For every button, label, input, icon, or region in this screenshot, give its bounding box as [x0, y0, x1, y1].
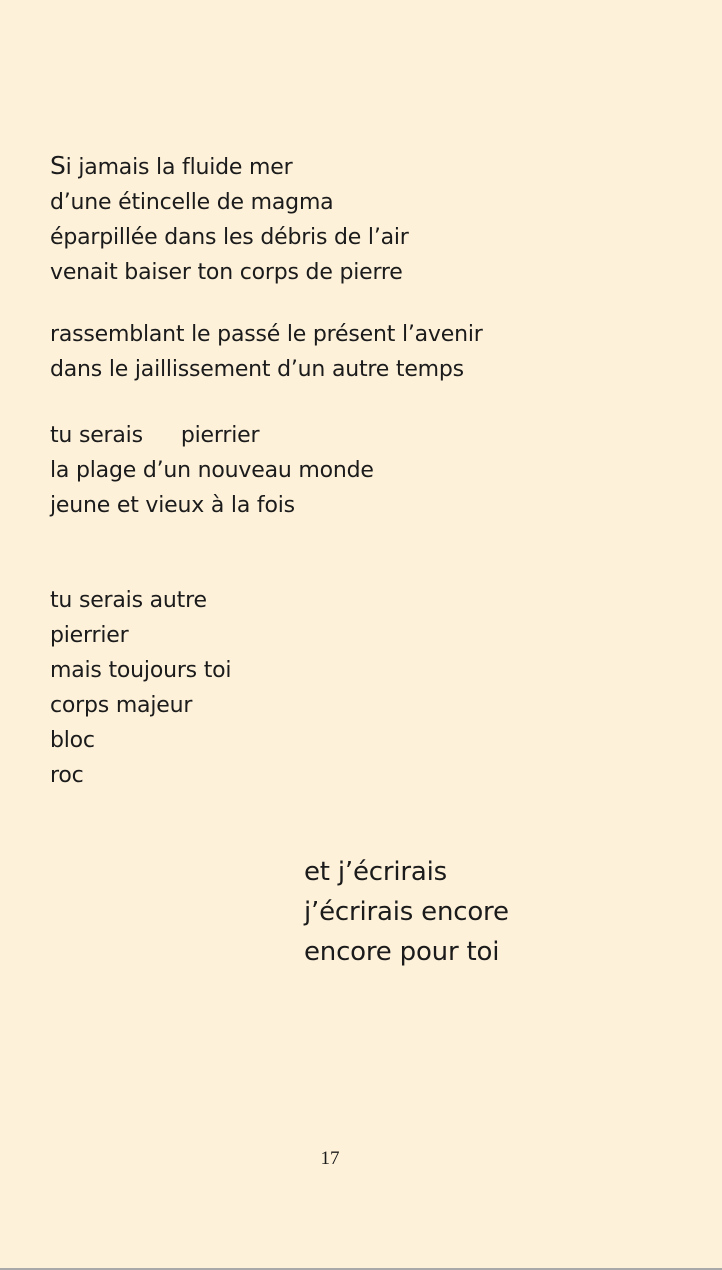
- poem-line: rassemblant le passé le présent l’avenir: [50, 322, 483, 347]
- stanza-3: [50, 418, 374, 523]
- poem-line-text: tu serais: [50, 423, 143, 448]
- stanza-4: [50, 583, 231, 793]
- poem-line: éparpillée dans les débris de l’air: [50, 225, 409, 250]
- stanza-5: [304, 852, 509, 972]
- poem-line: j’écrirais encore: [304, 897, 509, 927]
- poem-line: mais toujours toi: [50, 658, 232, 683]
- poem-line: corps majeur: [50, 693, 193, 718]
- stanza-2: [50, 317, 483, 387]
- page-number: 17: [320, 1148, 340, 1169]
- poem-line: la plage d’un nouveau monde: [50, 458, 374, 483]
- poem-line: bloc: [50, 728, 95, 753]
- poem-line: venait baiser ton corps de pierre: [50, 260, 403, 285]
- poem-line: pierrier: [50, 623, 129, 648]
- poem-line: [50, 418, 374, 453]
- poem-line: [50, 148, 409, 185]
- stanza-1: [50, 148, 409, 290]
- poem-line-text: i jamais la fluide mer: [65, 155, 293, 180]
- poem-line: et j’écrirais: [304, 857, 447, 887]
- initial-letter: S: [50, 151, 66, 180]
- poem-line: d’une étincelle de magma: [50, 190, 334, 215]
- poem-line-text: pierrier: [180, 423, 260, 448]
- poem-line: dans le jaillissement d’un autre temps: [50, 357, 464, 382]
- poem-line: roc: [50, 763, 84, 788]
- poem-line: encore pour toi: [304, 937, 500, 967]
- poem-line: jeune et vieux à la fois: [50, 493, 295, 518]
- poem-line: tu serais autre: [50, 588, 207, 613]
